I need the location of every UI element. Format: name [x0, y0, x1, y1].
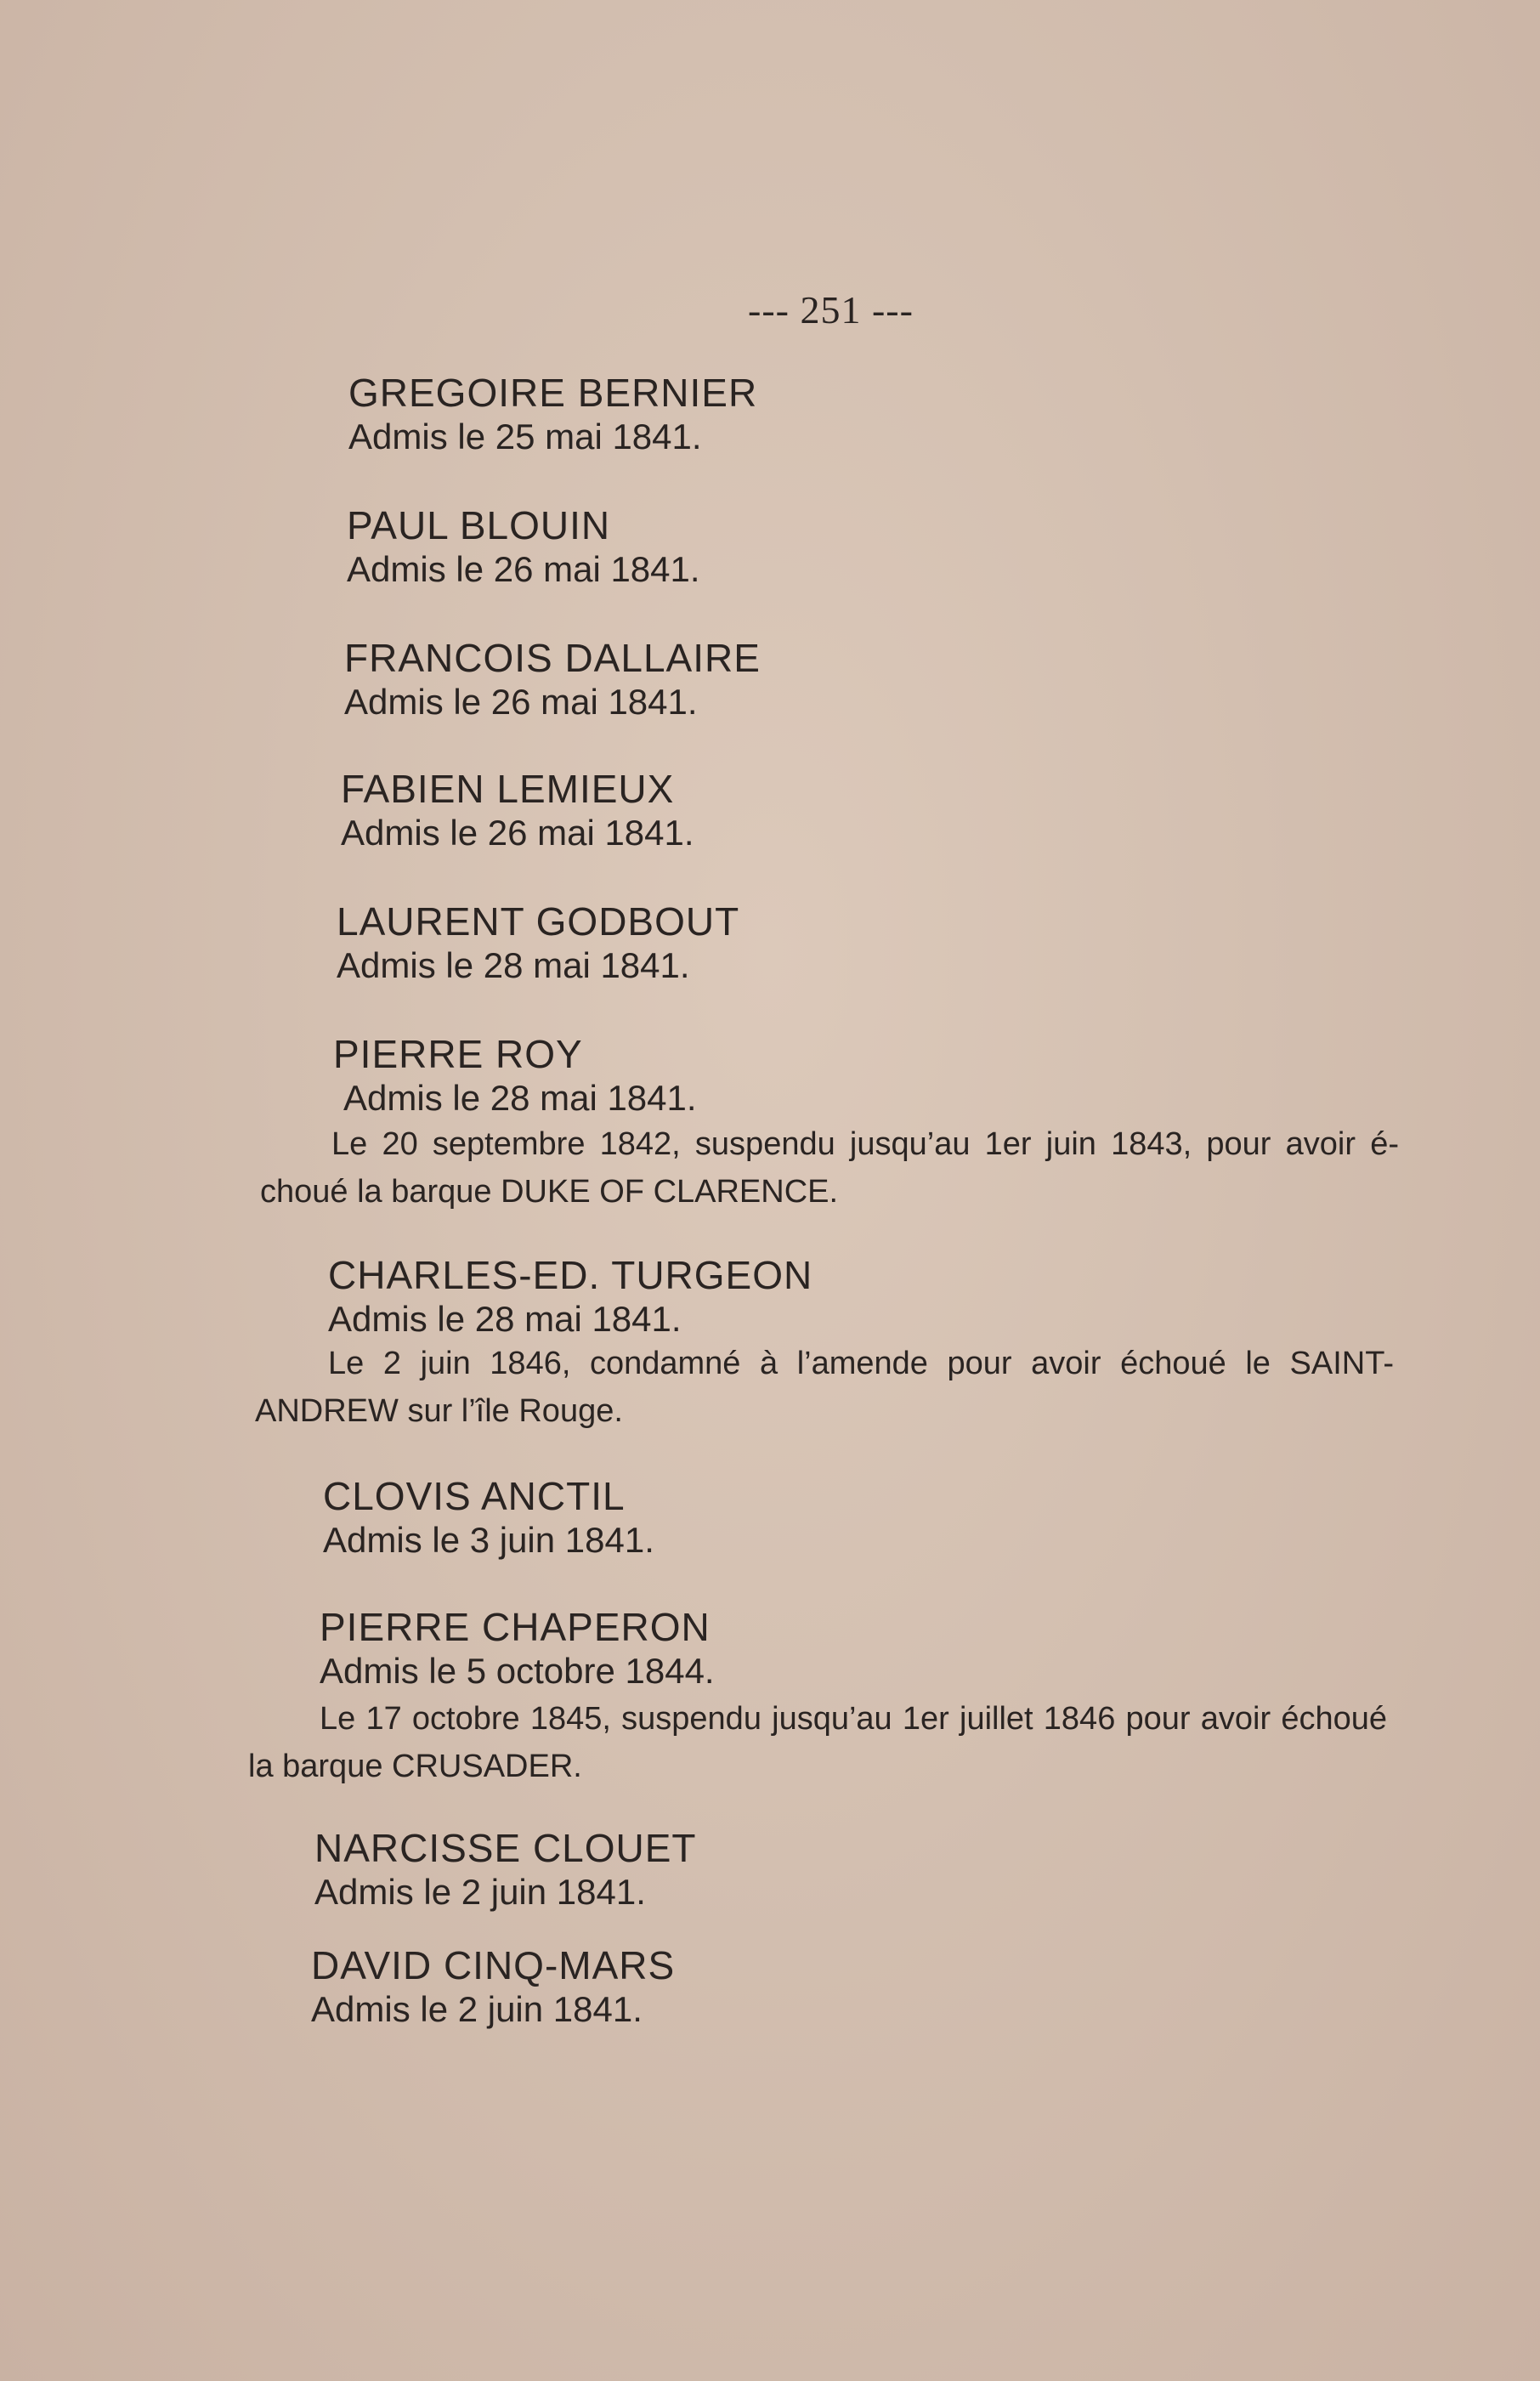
- entry-name: CLOVIS ANCTIL: [323, 1474, 626, 1518]
- entry-paul-blouin: [347, 503, 700, 592]
- entry-gregoire-bernier: [348, 371, 757, 459]
- entry-admission-date: Admis le 28 mai 1841.: [337, 945, 690, 985]
- entry-name: GREGOIRE BERNIER: [348, 371, 758, 415]
- entry-note-pierre-roy: [260, 1120, 1399, 1216]
- entry-name: PAUL BLOUIN: [347, 503, 611, 547]
- entry-name: PIERRE ROY: [333, 1032, 583, 1076]
- note-line: choué la barque DUKE OF CLARENCE.: [260, 1174, 839, 1210]
- note-line: Le 20 septembre 1842, suspendu jusqu’au 1er juin 1843, pour avoir é-: [331, 1126, 1399, 1162]
- entry-name: DAVID CINQ-MARS: [311, 1943, 676, 1987]
- entry-name: CHARLES-ED. TURGEON: [328, 1253, 813, 1297]
- entry-admission-date: Admis le 3 juin 1841.: [323, 1520, 654, 1560]
- entry-clovis-anctil: [323, 1474, 654, 1562]
- entry-admission-date: Admis le 26 mai 1841.: [341, 813, 694, 853]
- note-line: Le 17 octobre 1845, suspendu jusqu’au 1er juillet 1846 pour avoir échoué: [320, 1701, 1387, 1737]
- note-line: la barque CRUSADER.: [248, 1749, 582, 1784]
- entry-laurent-godbout: [337, 899, 739, 988]
- bleed-through-texture: [867, 374, 1462, 517]
- entry-admission-date: Admis le 2 juin 1841.: [314, 1872, 646, 1912]
- entry-francois-dallaire: [344, 636, 761, 724]
- page-number: --- 251 ---: [748, 288, 914, 332]
- entry-name: NARCISSE CLOUET: [314, 1826, 697, 1870]
- entry-charles-ed-turgeon: [328, 1253, 812, 1341]
- entry-admission-date: Admis le 2 juin 1841.: [311, 1989, 643, 2029]
- entry-admission-date: Admis le 5 octobre 1844.: [320, 1651, 715, 1691]
- entry-admission-date: Admis le 28 mai 1841.: [328, 1299, 682, 1339]
- entry-pierre-chaperon: [320, 1605, 715, 1693]
- entry-fabien-lemieux: [341, 767, 694, 855]
- entry-note-charles-ed-turgeon: [255, 1340, 1394, 1435]
- entry-pierre-roy: [333, 1032, 697, 1120]
- entry-admission-date: Admis le 25 mai 1841.: [348, 417, 702, 456]
- entry-name: PIERRE CHAPERON: [320, 1605, 711, 1649]
- note-line: ANDREW sur l’île Rouge.: [255, 1393, 623, 1429]
- note-line: Le 2 juin 1846, condamné à l’amende pour avoir échoué le SAINT-: [328, 1346, 1394, 1381]
- entry-note-pierre-chaperon: [248, 1695, 1387, 1790]
- entry-david-cinq-mars: [311, 1943, 675, 2032]
- entry-admission-date: Admis le 28 mai 1841.: [343, 1078, 697, 1118]
- entry-name: FRANCOIS DALLAIRE: [344, 636, 761, 680]
- entry-name: LAURENT GODBOUT: [337, 899, 740, 944]
- entry-admission-date: Admis le 26 mai 1841.: [344, 682, 698, 722]
- entry-narcisse-clouet: [314, 1826, 697, 1914]
- entry-admission-date: Admis le 26 mai 1841.: [347, 549, 700, 589]
- entry-name: FABIEN LEMIEUX: [341, 767, 675, 811]
